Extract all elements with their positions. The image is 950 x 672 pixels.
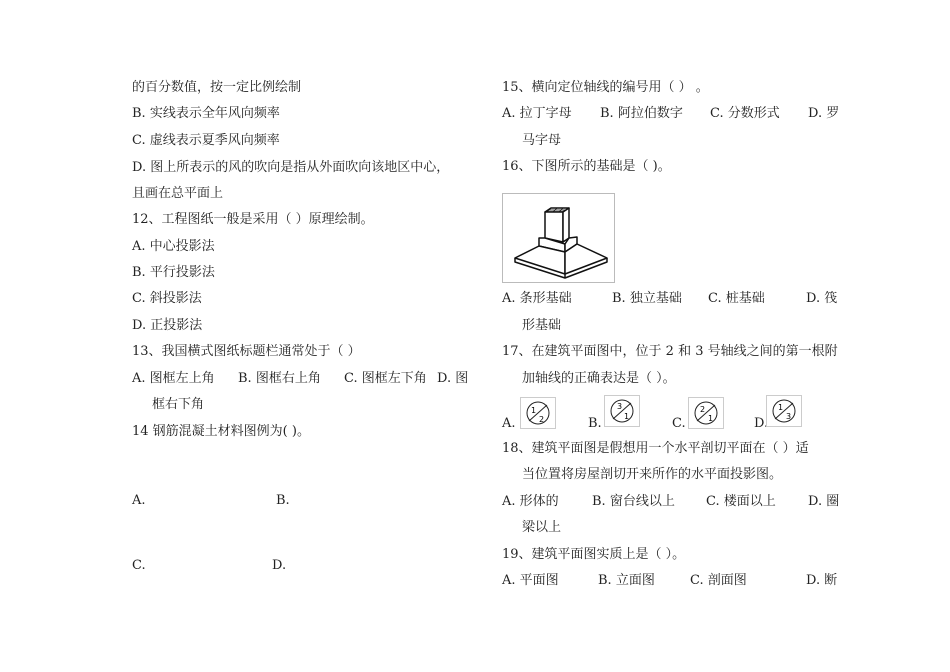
q15-option-d-continued: 马字母 xyxy=(522,133,562,148)
q14-option-c: C. xyxy=(132,558,146,573)
question-12: 12、工程图纸一般是采用（ ）原理绘制。 xyxy=(132,212,374,227)
q13-option-d-continued: 框右下角 xyxy=(152,397,205,412)
axis-a-bottom-number: 2 xyxy=(539,415,545,424)
axis-a-top-number: 1 xyxy=(531,406,537,415)
question-17-continued: 加轴线的正确表达是（ ）。 xyxy=(522,371,676,386)
q19-option-c: C. 剖面图 xyxy=(690,573,747,588)
axis-d-bottom-number: 3 xyxy=(786,412,792,421)
axis-d-top-number: 1 xyxy=(778,403,784,412)
q17-option-d: D. xyxy=(754,416,769,431)
q16-option-a: A. 条形基础 xyxy=(502,291,572,306)
isolated-footing-drawing xyxy=(503,194,614,282)
question-17: 17、在建筑平面图中，位于 2 和 3 号轴线之间的第一根附 xyxy=(502,344,838,359)
q16-option-d: D. 筏 xyxy=(806,291,838,306)
q13-option-c: C. 图框左下角 xyxy=(344,371,427,386)
q17-option-b: B. xyxy=(588,416,602,431)
q11-option-c: C. 虚线表示夏季风向频率 xyxy=(132,133,280,148)
q15-option-a: A. 拉丁字母 xyxy=(502,106,572,121)
q16-option-d-continued: 形基础 xyxy=(522,318,562,333)
foundation-figure xyxy=(502,193,615,283)
axis-symbol-a xyxy=(520,397,556,429)
q13-option-b: B. 图框右上角 xyxy=(238,371,321,386)
question-13: 13、我国横式图纸标题栏通常处于（ ） xyxy=(132,344,361,359)
q16-option-c: C. 桩基础 xyxy=(708,291,765,306)
q14-option-b: B. xyxy=(276,493,290,508)
q18-option-b: B. 窗台线以上 xyxy=(592,494,675,509)
axis-symbol-b xyxy=(604,395,640,427)
question-14: 14 钢筋混凝土材料图例为( )。 xyxy=(132,424,310,439)
q12-option-d: D. 正投影法 xyxy=(132,318,203,333)
question-15: 15、横向定位轴线的编号用（ ） 。 xyxy=(502,80,709,95)
axis-b-bottom-number: 1 xyxy=(624,412,630,421)
q15-option-b: B. 阿拉伯数字 xyxy=(600,106,683,121)
q12-option-a: A. 中心投影法 xyxy=(132,239,215,254)
q19-option-a: A. 平面图 xyxy=(502,573,559,588)
q12-option-b: B. 平行投影法 xyxy=(132,265,215,280)
q19-option-b: B. 立面图 xyxy=(598,573,655,588)
axis-symbol-c xyxy=(688,397,724,429)
question-19: 19、建筑平面图实质上是（ ）。 xyxy=(502,547,686,562)
axis-b-top-number: 3 xyxy=(617,402,623,411)
q18-option-d-continued: 梁以上 xyxy=(522,520,562,535)
q11-option-d: D. 图上所表示的风的吹向是指从外面吹向该地区中心， xyxy=(132,160,450,175)
q18-option-a: A. 形体的 xyxy=(502,494,559,509)
question-16: 16、下图所示的基础是（ )。 xyxy=(502,159,671,174)
q17-option-a: A. xyxy=(502,416,516,431)
question-18: 18、建筑平面图是假想用一个水平剖切平面在（ ）适 xyxy=(502,441,809,456)
q13-option-a: A. 图框左上角 xyxy=(132,371,215,386)
q16-option-b: B. 独立基础 xyxy=(612,291,682,306)
q15-option-d: D. 罗 xyxy=(808,106,840,121)
q13-option-d: D. 图 xyxy=(437,371,469,386)
q14-option-a: A. xyxy=(132,493,146,508)
question-18-continued: 当位置将房屋剖切开来所作的水平面投影图。 xyxy=(522,467,783,482)
axis-symbol-d xyxy=(766,395,802,427)
q19-option-d: D. 断 xyxy=(806,573,838,588)
q12-option-c: C. 斜投影法 xyxy=(132,291,202,306)
q11-option-d-continued: 且画在总平面上 xyxy=(132,186,224,201)
axis-c-bottom-number: 1 xyxy=(708,414,714,423)
q17-option-c: C. xyxy=(672,416,686,431)
q11-text-continued: 的百分数值，按一定比例绘制 xyxy=(132,80,302,95)
q11-option-b: B. 实线表示全年风向频率 xyxy=(132,106,280,121)
q14-option-d: D. xyxy=(272,558,287,573)
q15-option-c: C. 分数形式 xyxy=(710,106,780,121)
q18-option-d: D. 圈 xyxy=(808,494,840,509)
axis-c-top-number: 2 xyxy=(700,405,706,414)
q18-option-c: C. 楼面以上 xyxy=(706,494,776,509)
